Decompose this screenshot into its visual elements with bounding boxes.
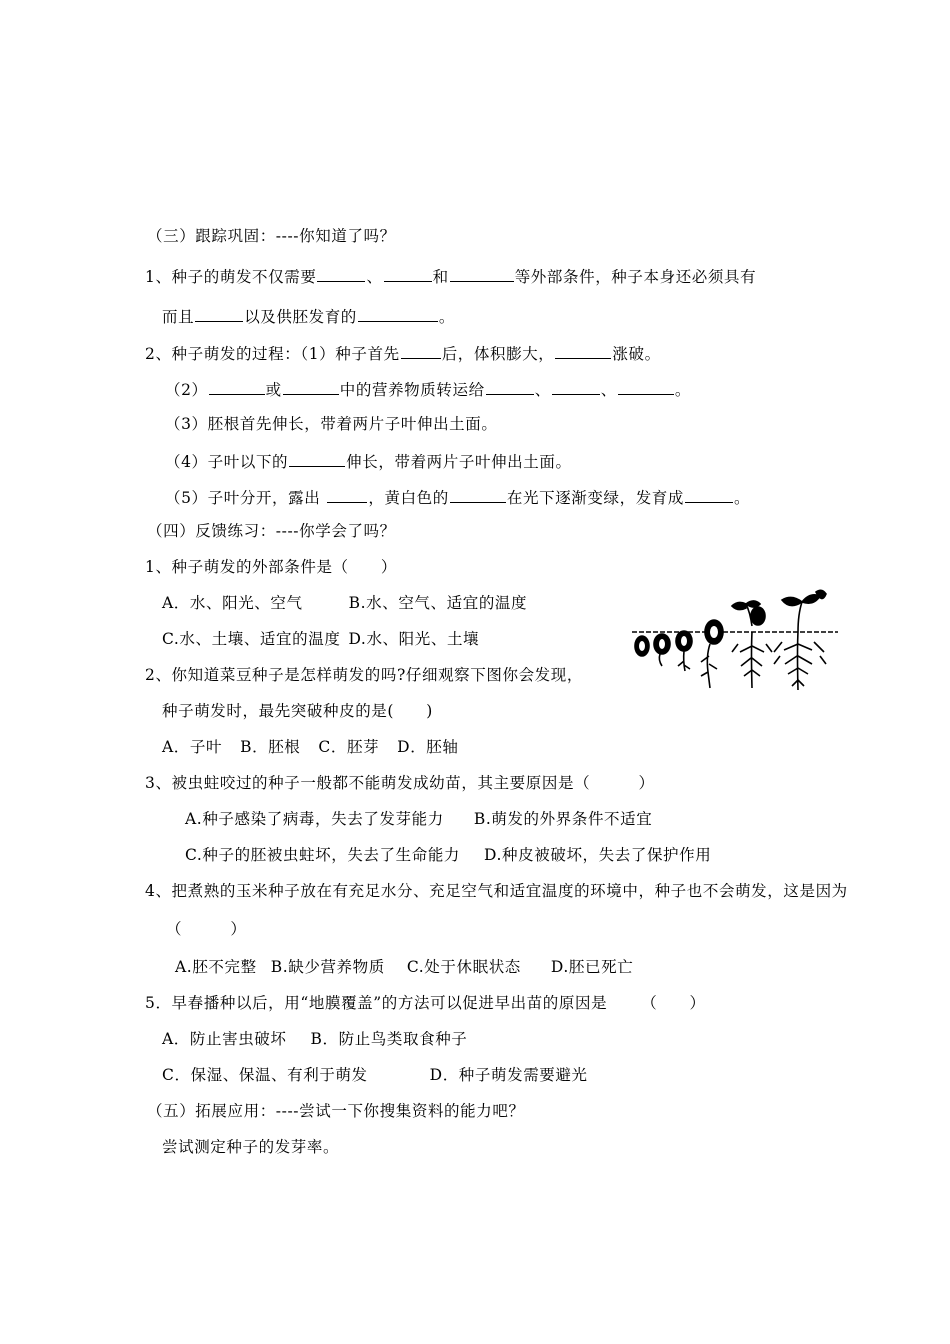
q1-text-a: 1、种子的萌发不仅需要	[145, 268, 317, 286]
q2-sep-1: 、	[534, 381, 551, 399]
section-3-heading: （三）跟踪巩固：----你知道了吗？	[147, 227, 396, 245]
q2-text-a: 2、种子萌发的过程：（1）种子首先	[145, 345, 400, 363]
seed-stage-1	[635, 636, 649, 656]
ex4-option-b[interactable]: B.缺少营养物质	[270, 958, 385, 976]
ex2-option-a[interactable]: A．子叶	[162, 738, 223, 756]
q2-blank-5[interactable]	[486, 378, 534, 395]
q2-blank-7[interactable]	[618, 378, 674, 395]
seed-germination-figure	[630, 586, 840, 694]
exercise-2-options	[162, 737, 459, 757]
seed-stage-6	[774, 590, 826, 690]
exercise-1-options-row-1	[162, 593, 527, 613]
q1-blank-1[interactable]	[317, 265, 365, 282]
ex4-option-c[interactable]: C.处于休眠状态	[406, 958, 521, 976]
section-4-heading: （四）反馈练习：----你学会了吗？	[147, 522, 396, 540]
exercise-5-options-row-1	[162, 1029, 467, 1049]
ex5-option-d[interactable]: D．种子萌发需要避光	[429, 1066, 588, 1084]
q1-text-c: 而且	[162, 308, 195, 326]
q2-step4-text-b: 伸长，带着两片子叶伸出土面。	[346, 453, 572, 471]
ex5-answer-paren[interactable]: （ ）	[641, 994, 706, 1012]
exercise-3-question: 3、被虫蛀咬过的种子一般都不能萌发成幼苗，其主要原因是（ ）	[145, 774, 655, 792]
q2-step5-end: 。	[734, 489, 751, 507]
exercise-3-options-row-1	[185, 809, 652, 829]
exercise-4-question: 4、把煮熟的玉米种子放在有充足水分、充足空气和适宜温度的环境中，种子也不会萌发，这是因为	[145, 882, 848, 900]
exercise-1-options-row-2	[162, 629, 479, 649]
question-2-step-5	[165, 486, 750, 508]
q2-sep-2: 、	[600, 381, 617, 399]
q2-text-b: 后，体积膨大，	[441, 345, 555, 363]
q2-step5-text-b: ，黄白色的	[368, 489, 449, 507]
exercise-5-options-row-2	[162, 1065, 588, 1085]
q2-blank-2[interactable]	[555, 342, 611, 359]
exercise-3-options-row-2	[185, 845, 711, 865]
q2-blank-8[interactable]	[289, 450, 345, 467]
question-2-step-2	[165, 378, 691, 400]
ex5-question-text: 5．早春播种以后，用“地膜覆盖”的方法可以促进早出苗的原因是	[145, 994, 608, 1012]
q2-step2-end: 。	[674, 381, 692, 399]
extension-task: 尝试测定种子的发芽率。	[162, 1138, 340, 1156]
q1-text-d: 以及供胚发育的	[244, 308, 357, 326]
question-2-line-1	[145, 342, 661, 364]
ex2-option-b[interactable]: B．胚根	[240, 738, 301, 756]
ex2-option-c[interactable]: C．胚芽	[318, 738, 380, 756]
seed-stage-3	[676, 631, 692, 671]
ex4-option-a[interactable]: A.胚不完整	[175, 958, 257, 976]
q2-blank-10[interactable]	[450, 486, 506, 503]
ex3-option-b[interactable]: B.萌发的外界条件不适宜	[473, 810, 653, 828]
q2-blank-9[interactable]	[327, 486, 367, 503]
exercise-4-options	[175, 957, 633, 977]
q2-blank-11[interactable]	[685, 486, 733, 503]
question-1-line-2	[162, 305, 455, 327]
q2-step5-text-a: （5）子叶分开，露出	[165, 489, 321, 507]
ex2-option-d[interactable]: D．胚轴	[397, 738, 459, 756]
q2-step5-text-c: 在光下逐渐变绿，发育成	[506, 489, 684, 507]
q1-blank-2[interactable]	[384, 265, 432, 282]
q2-step4-text-a: （4）子叶以下的	[165, 453, 289, 471]
exercise-5-question	[145, 993, 706, 1013]
q1-text-b: 等外部条件，种子本身还必须具有	[514, 268, 757, 286]
ex1-option-c[interactable]: C.水、土壤、适宜的温度	[162, 630, 341, 648]
section-5-heading: （五）拓展应用：----尝试一下你搜集资料的能力吧？	[147, 1102, 525, 1120]
ex4-option-d[interactable]: D.胚已死亡	[550, 958, 634, 976]
q2-text-c: 涨破。	[612, 345, 661, 363]
question-2-step-4	[165, 450, 572, 472]
q2-step2-label: （2）	[165, 381, 208, 399]
q2-blank-3[interactable]	[209, 378, 265, 395]
q1-sep-1: 、	[366, 268, 383, 286]
exercise-2-question-line-2: 种子萌发时，最先突破种皮的是( )	[162, 702, 433, 720]
q1-sep-2: 和	[432, 268, 449, 286]
ex1-option-d[interactable]: D.水、阳光、土壤	[348, 630, 480, 648]
q1-end: 。	[438, 308, 456, 326]
ex3-option-d[interactable]: D.种皮被破坏，失去了保护作用	[484, 846, 712, 864]
q2-step2-or: 或	[265, 381, 282, 399]
q2-blank-4[interactable]	[283, 378, 339, 395]
ex3-option-c[interactable]: C.种子的胚被虫蛀坏，失去了生命能力	[185, 846, 461, 864]
q1-blank-5[interactable]	[358, 305, 438, 322]
q1-blank-4[interactable]	[195, 305, 243, 322]
ex5-option-b[interactable]: B．防止鸟类取食种子	[310, 1030, 468, 1048]
exercise-2-question-line-1: 2、你知道菜豆种子是怎样萌发的吗?仔细观察下图你会发现，	[145, 666, 583, 684]
ex1-option-a[interactable]: A．水、阳光、空气	[162, 594, 303, 612]
exercise-4-answer-paren[interactable]: （ ）	[166, 920, 247, 938]
question-1-line-1	[145, 265, 756, 287]
seed-stage-5	[732, 601, 772, 688]
ex5-option-c[interactable]: C．保湿、保温、有利于萌发	[162, 1066, 368, 1084]
ex3-option-a[interactable]: A.种子感染了病毒，失去了发芽能力	[185, 810, 444, 828]
q2-blank-1[interactable]	[401, 342, 441, 359]
q2-blank-6[interactable]	[552, 378, 600, 395]
exercise-1-question: 1、种子萌发的外部条件是（ ）	[145, 558, 397, 576]
seed-stage-4	[701, 620, 723, 688]
ex5-option-a[interactable]: A．防止害虫破坏	[162, 1030, 287, 1048]
q1-blank-3[interactable]	[450, 265, 514, 282]
seed-stage-2	[654, 634, 670, 666]
q2-step2-text: 中的营养物质转运给	[339, 381, 485, 399]
ex1-option-b[interactable]: B.水、空气、适宜的温度	[348, 594, 528, 612]
question-2-step-3: （3）胚根首先伸长，带着两片子叶伸出土面。	[165, 415, 498, 433]
